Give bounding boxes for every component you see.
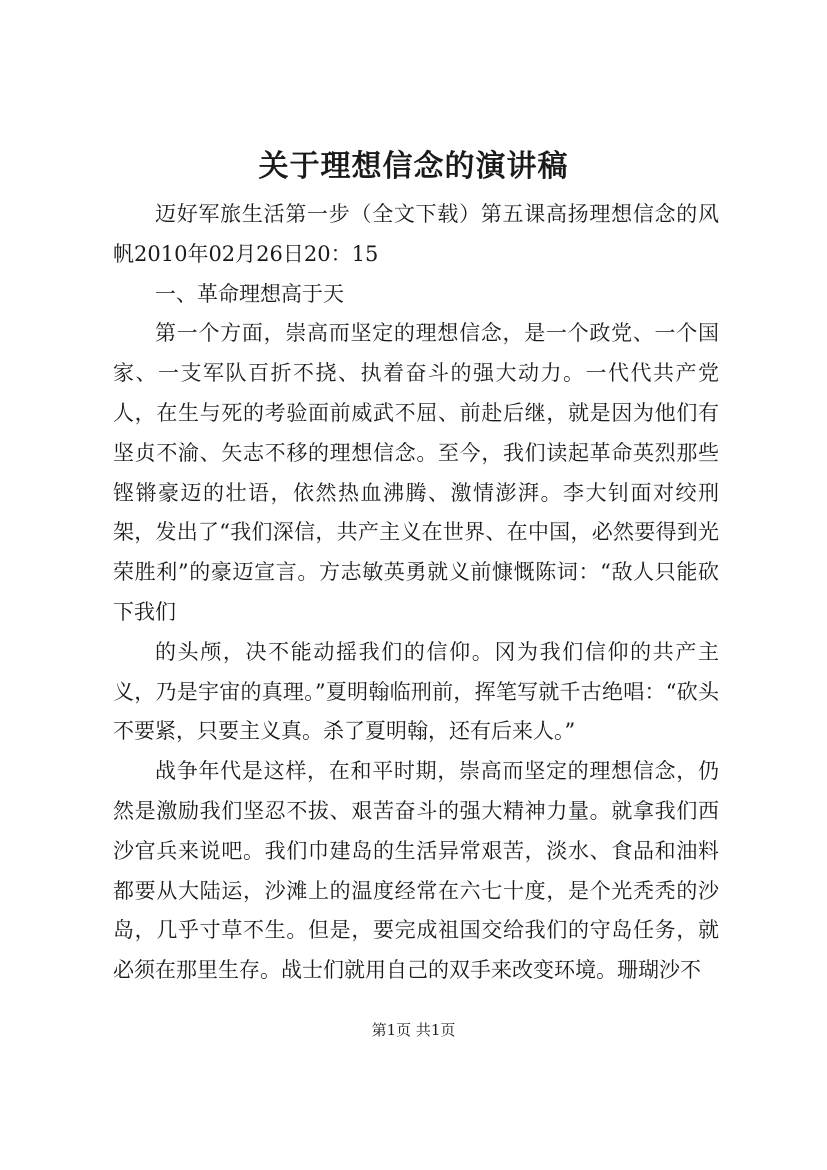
paragraph-source-line: 迈好军旅生活第一步（全文下载）第五课高扬理想信念的风帆2010年02月26日20：15 — [113, 202, 719, 266]
document-title: 关于理想信念的演讲稿 — [258, 149, 569, 184]
paragraph-peacetime: 战争年代是这样，在和平时期，崇高而坚定的理想信念，仍然是激励我们坚忍不拔、艰苦奋斗的强大精神力量。就拿我们西沙官兵来说吧。我们巾建岛的生活异常艰苦，淡水、食品和油料都要从大陆运，沙滩上的温度经常在六七十度，是个光秃秃的沙岛，几乎寸草不生。但是，要完成祖国交给我们的守岛任务，就必须在那里生存。战士们就用自己的双手来改变环境。珊瑚沙不 — [113, 759, 719, 983]
paragraph-continuation: 的头颅，决不能动摇我们的信仰。冈为我们信仰的共产主义，乃是宇宙的真理。”夏明翰临刑前，挥笔写就千古绝唱：“砍头不要紧，只要主义真。杀了夏明翰，还有后来人。” — [113, 639, 719, 744]
page-number-footer: 第1页 共1页 — [371, 1021, 456, 1039]
document-body — [113, 195, 719, 991]
paragraph-section-heading: 一、革命理想高于天 — [155, 281, 344, 306]
paragraph-first-aspect: 第一个方面，崇高而坚定的理想信念，是一个政党、一个国家、一支军队百折不挠、执着奋斗的强大动力。一代代共产党人，在生与死的考验面前威武不屈、前赴后继，就是因为他们有坚贞不渝、矢志不移的理想信念。至今，我们读起革命英烈那些铿锵豪迈的壮语，依然热血沸腾、激情澎湃。李大钊面对绞刑架，发出了“我们深信，共产主义在世界、在中国，必然要得到光荣胜利”的豪迈宣言。方志敏英勇就义前慷慨陈词：“敌人只能砍下我们 — [113, 321, 719, 624]
